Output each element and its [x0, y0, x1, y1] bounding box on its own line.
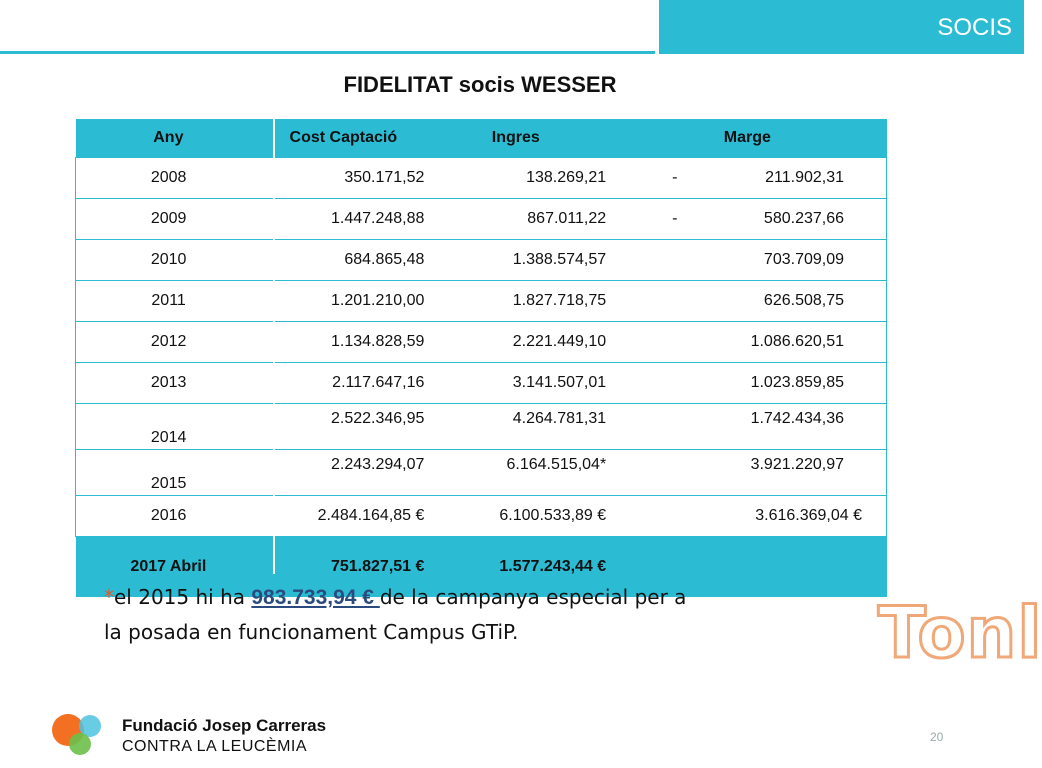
table-header-row — [76, 119, 887, 158]
footnote-text-after: de la campanya especial per a la posada en funcionament Campus GTiP. — [104, 585, 687, 644]
cell-year: 2011 — [76, 281, 262, 322]
column-separator — [273, 119, 275, 574]
cell-marge — [607, 240, 886, 281]
logo-tagline: CONTRA LA LEUCÈMIA — [122, 738, 308, 755]
cell-cost: 2.522.346,95 — [261, 404, 424, 450]
cell-cost: 2.117.647,16 — [261, 363, 424, 404]
table-row — [76, 281, 887, 322]
cell-ingres: 1.388.574,57 — [424, 240, 607, 281]
logo-text — [122, 716, 326, 756]
cell-ingres: 1.827.718,75 — [424, 281, 607, 322]
cell-marge — [607, 199, 886, 240]
cell-cost: 1.134.828,59 — [261, 322, 424, 363]
table-row — [76, 322, 887, 363]
cell-ingres: 3.141.507,01 — [424, 363, 607, 404]
table-row — [76, 450, 887, 496]
column-header-any: Any — [76, 119, 262, 158]
header-left-panel — [0, 0, 655, 54]
table-row — [76, 240, 887, 281]
cell-ingres: 4.264.781,31 — [424, 404, 607, 450]
marge-sign: - — [672, 210, 678, 227]
cell-cost: 350.171,52 — [261, 158, 424, 199]
cell-ingres: 867.011,22 — [424, 199, 607, 240]
footnote — [104, 580, 704, 649]
cell-marge — [607, 404, 886, 450]
cell-marge — [607, 450, 886, 496]
cell-marge — [607, 363, 886, 404]
cell-year: 2012 — [76, 322, 262, 363]
cell-year: 2017 Abril — [76, 537, 262, 598]
cell-cost: 1.447.248,88 — [261, 199, 424, 240]
cell-cost: 1.201.210,00 — [261, 281, 424, 322]
column-header-cost: Cost Captació — [261, 119, 424, 158]
page-number: 20 — [930, 730, 944, 744]
cell-ingres: 1.577.243,44 € — [424, 537, 607, 598]
cell-marge — [607, 281, 886, 322]
cell-year: 2016 — [76, 496, 262, 537]
marge-value: 211.902,31 — [765, 169, 844, 186]
cell-year: 2013 — [76, 363, 262, 404]
column-header-ingres: Ingres — [424, 119, 607, 158]
marge-value: 1.742.434,36 — [750, 410, 844, 427]
table-row — [76, 158, 887, 199]
data-table — [75, 119, 887, 597]
marge-value: 626.508,75 — [763, 292, 844, 309]
marge-value: 3.921.220,97 — [750, 456, 844, 473]
marge-value: 703.709,09 — [763, 251, 844, 268]
logo-icon — [48, 708, 108, 758]
header-bar — [0, 0, 1024, 54]
table-row — [76, 363, 887, 404]
header-section-panel — [659, 0, 1024, 54]
marge-sign: - — [672, 169, 678, 186]
cell-cost: 2.243.294,07 — [261, 450, 424, 496]
cell-marge — [607, 322, 886, 363]
cell-ingres: 6.164.515,04* — [424, 450, 607, 496]
cell-year: 2010 — [76, 240, 262, 281]
cell-cost: 751.827,51 € — [261, 537, 424, 598]
cell-year: 2015 — [76, 450, 262, 496]
table-row — [76, 199, 887, 240]
logo-name: Fundació Josep Carreras — [122, 716, 327, 735]
cell-marge — [607, 158, 886, 199]
table-row — [76, 496, 887, 537]
table-title: FIDELITAT socis WESSER — [343, 72, 617, 97]
footnote-text-before: el 2015 hi ha — [114, 585, 252, 609]
cell-marge — [607, 496, 886, 537]
cell-ingres: 2.221.449,10 — [424, 322, 607, 363]
marge-value: 580.237,66 — [763, 210, 844, 227]
table-row — [76, 404, 887, 450]
cell-cost: 2.484.164,85 € — [261, 496, 424, 537]
marge-value: 1.023.859,85 — [750, 374, 844, 391]
cell-year: 2008 — [76, 158, 262, 199]
watermark: Tonl — [878, 592, 1042, 674]
cell-ingres: 138.269,21 — [424, 158, 607, 199]
cell-year: 2014 — [76, 404, 262, 450]
cell-year: 2009 — [76, 199, 262, 240]
footnote-asterisk: * — [104, 585, 114, 609]
section-label: SOCIS — [937, 14, 1012, 41]
cell-ingres: 6.100.533,89 € — [424, 496, 607, 537]
cell-cost: 684.865,48 — [261, 240, 424, 281]
column-header-marge: Marge — [607, 119, 886, 158]
marge-value: 3.616.369,04 € — [755, 507, 862, 524]
footnote-amount: 983.733,94 € — [251, 586, 380, 609]
marge-value: 1.086.620,51 — [750, 333, 844, 350]
